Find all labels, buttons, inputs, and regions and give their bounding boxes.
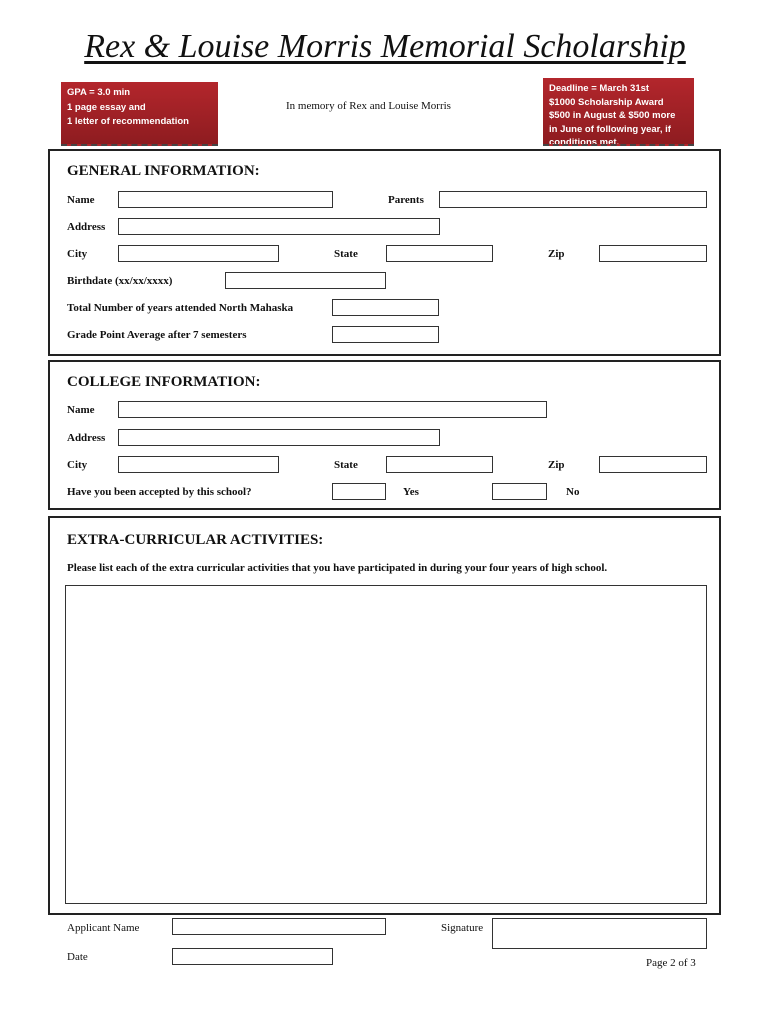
years-attended-field[interactable] [332, 299, 439, 316]
college-address-field[interactable] [118, 429, 440, 446]
deadline-line: $500 in August & $500 more [549, 110, 676, 121]
deadline-line: conditions met. [549, 137, 620, 146]
general-city-field[interactable] [118, 245, 279, 262]
deadline-line: Deadline = March 31st [549, 83, 650, 94]
gpa-label: Grade Point Average after 7 semesters [67, 329, 247, 341]
general-address-label: Address [67, 221, 106, 233]
years-attended-label: Total Number of years attended North Mahaska [67, 302, 294, 314]
extracurricular-instructions: Please list each of the extra curricular activities that you have participated in during your four years of high school. [67, 562, 608, 574]
college-state-label: State [334, 459, 358, 471]
extracurricular-heading: EXTRA-CURRICULAR ACTIVITIES: [67, 532, 324, 548]
accepted-label: Have you been accepted by this school? [67, 486, 252, 498]
college-name-label: Name [67, 404, 95, 416]
signature-field[interactable] [492, 918, 707, 949]
birthdate-label: Birthdate (xx/xx/xxxx) [67, 275, 173, 287]
general-state-label: State [334, 248, 358, 260]
requirement-line: 1 page essay and [67, 101, 146, 113]
applicant-name-field[interactable] [172, 918, 386, 935]
college-zip-field[interactable] [599, 456, 707, 473]
gpa-field[interactable] [332, 326, 439, 343]
college-name-field[interactable] [118, 401, 547, 418]
birthdate-field[interactable] [225, 272, 386, 289]
no-label: No [566, 486, 580, 498]
college-address-label: Address [67, 432, 106, 444]
accepted-no-field[interactable] [492, 483, 547, 500]
general-zip-field[interactable] [599, 245, 707, 262]
general-city-label: City [67, 248, 88, 260]
college-city-label: City [67, 459, 88, 471]
deadline-box [543, 78, 694, 146]
college-zip-label: Zip [548, 459, 565, 471]
general-info-heading: GENERAL INFORMATION: [67, 163, 260, 179]
parents-label: Parents [388, 194, 424, 206]
memorial-text: In memory of Rex and Louise Morris [286, 100, 451, 112]
college-info-heading: COLLEGE INFORMATION: [67, 374, 261, 390]
deadline-line: $1000 Scholarship Award [549, 96, 664, 108]
general-name-label: Name [67, 194, 95, 206]
college-city-field[interactable] [118, 456, 279, 473]
date-label: Date [67, 951, 88, 963]
yes-label: Yes [403, 486, 419, 498]
form-title: Rex & Louise Morris Memorial Scholarship [84, 28, 686, 65]
general-state-field[interactable] [386, 245, 493, 262]
parents-field[interactable] [439, 191, 707, 208]
page-number: Page 2 of 3 [646, 957, 696, 969]
signature-label: Signature [441, 922, 484, 934]
applicant-name-label: Applicant Name [67, 922, 140, 934]
requirement-line: 1 letter of recommendation [67, 116, 189, 127]
activities-textarea[interactable] [65, 585, 707, 904]
general-zip-label: Zip [548, 248, 565, 260]
requirement-line: GPA = 3.0 min [67, 87, 131, 98]
date-field[interactable] [172, 948, 333, 965]
general-name-field[interactable] [118, 191, 333, 208]
accepted-yes-field[interactable] [332, 483, 386, 500]
deadline-line: in June of following year, if [549, 123, 671, 135]
requirements-box [61, 82, 218, 146]
general-address-field[interactable] [118, 218, 440, 235]
college-state-field[interactable] [386, 456, 493, 473]
